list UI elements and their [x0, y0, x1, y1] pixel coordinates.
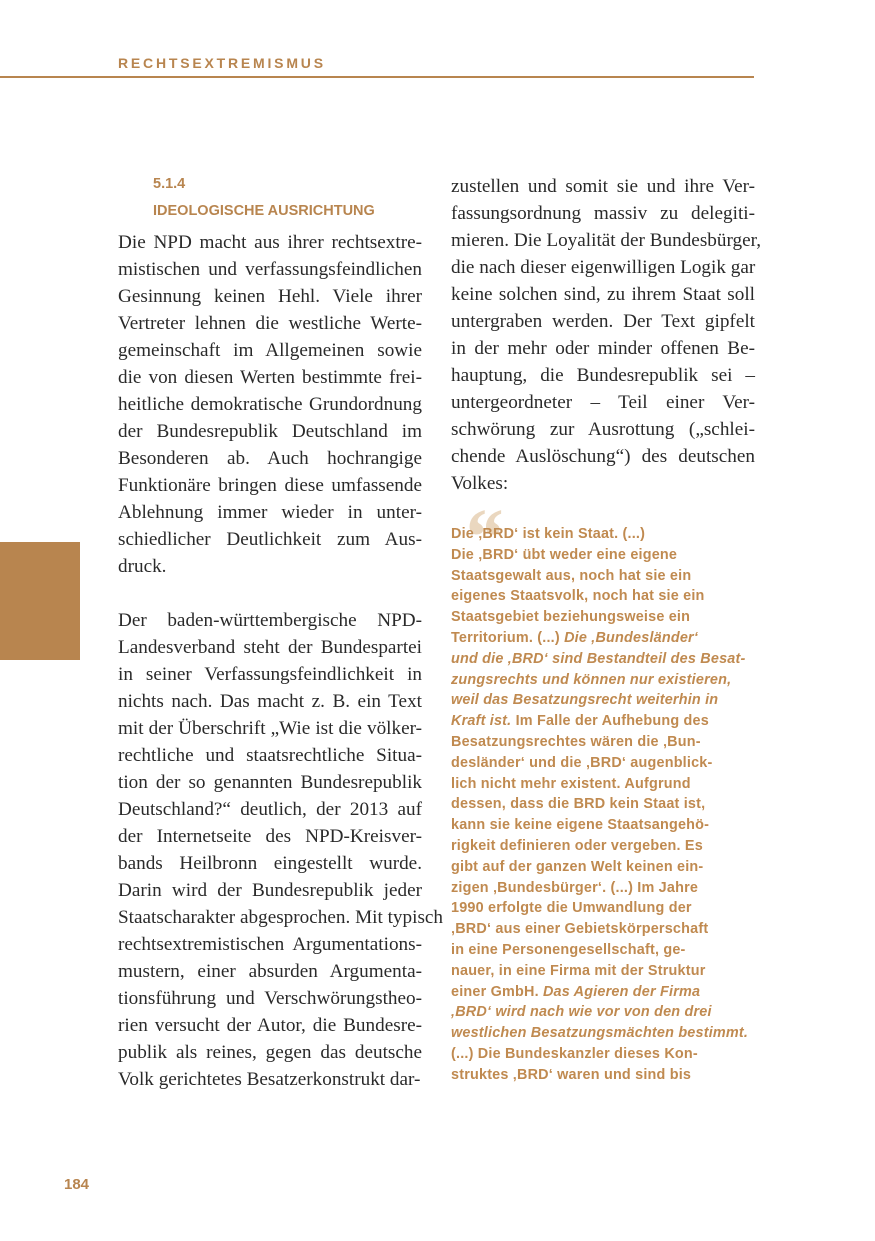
text-line: mustern, einer absurden Argumenta- — [118, 961, 422, 982]
text-line: der Bundesrepublik Deutschland im — [118, 421, 422, 442]
text-line: Darin wird der Bundesrepublik jeder — [118, 880, 422, 901]
left-column — [118, 229, 444, 1093]
text-line: mieren. Die Loyalität der Bundesbürger, — [451, 230, 762, 251]
text-line: Besonderen ab. Auch hochrangige — [118, 448, 422, 469]
section-number: 5.1.4 — [153, 176, 186, 192]
text-line: mistischen und verfassungsfeindlichen — [118, 259, 422, 280]
text-line: Landesverband steht der Bundespartei — [118, 637, 422, 658]
quote-mark-icon: “ — [462, 494, 502, 582]
text-line: Vertreter lehnen die westliche Werte- — [118, 313, 422, 334]
text-line: publik als reines, gegen das deutsche — [118, 1042, 422, 1063]
text-line: tion der so genannten Bundesrepublik — [118, 772, 422, 793]
text-line: Gesinnung keinen Hehl. Viele ihrer — [118, 286, 422, 307]
text-line: in seiner Verfassungsfeindlichkeit in — [118, 664, 422, 685]
text-line: druck. — [118, 556, 167, 577]
page-number: 184 — [64, 1176, 90, 1193]
text-line: hauptung, die Bundesrepublik sei – — [451, 365, 755, 386]
quote-line: Die ‚BRD‘ ist kein Staat. (...) Die ‚BRD‘ übt weder eine eigene Staatsgewalt aus, noch hat sie ein eigenes Staatsvolk, noch hat sie ein Staatsgebiet beziehungsweise ein Territorium. (...) Die ‚Bundesländer‘ und die ‚BRD‘ sind Bestandteil des Besat- zungsrechts und können nur existieren, weil das Besatzungsrecht weiterhin in Kraft ist. Im Falle der Aufhebung des Besatzungsrechtes wären die ‚Bun- desländer‘ und die ‚BRD‘ augenblick- lich nicht mehr existent. Aufgrund dessen, dass die BRD kein Staat ist, kann sie keine eigene Staatsangehö- rigkeit definieren oder vergeben. Es gibt auf der ganzen Welt keinen ein- zigen ‚Bundesbürger‘. (...) Im Jahre 1990 erfolgte die Umwandlung der ‚BRD‘ aus einer Gebietskörperschaft in eine Personengesellschaft, ge- nauer, in eine Firma mit der Struktur einer GmbH. Das Agieren der Firma ‚BRD‘ wird nach wie vor von den drei westlichen Besatzungsmächten bestimmt. (...) Die Bundeskanzler dieses Kon- struktes ‚BRD‘ waren und sind bis — [451, 526, 749, 1083]
section-title: IDEOLOGISCHE AUSRICHTUNG — [153, 203, 375, 219]
text-line: fassungsordnung massiv zu delegiti- — [451, 203, 755, 224]
left-paragraph-2 — [118, 607, 444, 1093]
text-line: Funktionäre bringen diese umfassende — [118, 475, 422, 496]
text-line: gemeinschaft im Allgemeinen sowie — [118, 340, 422, 361]
text-line: die nach dieser eigenwilligen Logik gar — [451, 257, 756, 278]
header-rule — [0, 76, 754, 78]
text-line: Volkes: — [451, 473, 509, 494]
text-line: zustellen und somit sie und ihre Ver- — [451, 176, 755, 197]
text-line: untergraben werden. Der Text gipfelt — [451, 311, 755, 332]
text-line: tionsführung und Verschwörungstheo- — [118, 988, 422, 1009]
right-paragraph-1 — [451, 173, 762, 497]
text-line: Ablehnung immer wieder in unter- — [118, 502, 422, 523]
text-line: in der mehr oder minder offenen Be- — [451, 338, 755, 359]
text-line: heitliche demokratische Grundordnung — [118, 394, 422, 415]
chapter-side-tab — [0, 542, 80, 660]
text-line: mit der Überschrift „Wie ist die völker- — [118, 718, 422, 739]
text-line: Staatscharakter abgesprochen. Mit typisch — [118, 907, 444, 928]
text-line: keine solchen sind, zu ihrem Staat soll — [451, 284, 755, 305]
text-line: untergeordneter – Teil einer Ver- — [451, 392, 755, 413]
text-line: Volk gerichtetes Besatzerkonstrukt dar- — [118, 1069, 421, 1090]
text-line: chende Auslöschung“) des deutschen — [451, 446, 755, 467]
left-paragraph-1 — [118, 229, 422, 580]
text-line: nichts nach. Das macht z. B. ein Text — [118, 691, 422, 712]
text-line: rechtliche und staatsrechtliche Situa- — [118, 745, 422, 766]
text-line: Die NPD macht aus ihrer rechtsextre- — [118, 232, 422, 253]
block-quote — [451, 524, 756, 1086]
text-line: schwörung zur Ausrottung („schlei- — [451, 419, 755, 440]
text-line: schiedlicher Deutlichkeit zum Aus- — [118, 529, 422, 550]
text-line: Deutschland?“ deutlich, der 2013 auf — [118, 799, 422, 820]
text-line: bands Heilbronn eingestellt wurde. — [118, 853, 422, 874]
right-column — [451, 173, 762, 497]
text-line: rechtsextremistischen Argumentations- — [118, 934, 422, 955]
text-line: rien versucht der Autor, die Bundesre- — [118, 1015, 422, 1036]
text-line: der Internetseite des NPD-Kreisver- — [118, 826, 422, 847]
running-header: RECHTSEXTREMISMUS — [118, 55, 326, 71]
text-line: die von diesen Werten bestimmte frei- — [118, 367, 422, 388]
text-line: Der baden-württembergische NPD- — [118, 610, 422, 631]
